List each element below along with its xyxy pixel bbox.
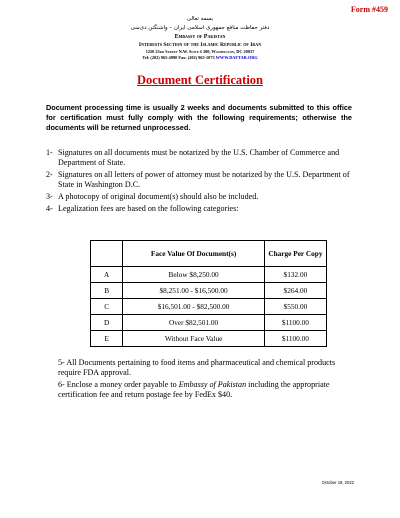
table-row	[91, 283, 327, 299]
cell-charge: $132.00	[264, 267, 326, 283]
cell-code: A	[91, 267, 123, 283]
cell-charge: $1100.00	[264, 331, 326, 347]
interests-section: Interests Section of the Islamic Republic of Iran	[138, 42, 262, 48]
list-item-number: 3-	[46, 192, 53, 201]
cell-face-value: $16,501.00 - $82,500.00	[123, 299, 264, 315]
form-number: Form #459	[350, 5, 388, 14]
table-row	[91, 331, 327, 347]
list-item	[46, 170, 356, 190]
table-row	[91, 267, 327, 283]
contact-line	[0, 55, 400, 61]
embassy-name: Embassy of Pakistan	[174, 34, 226, 40]
list-item-number: 2-	[46, 170, 53, 179]
list-item	[46, 204, 356, 214]
revision-date: October 19, 2022	[321, 480, 354, 485]
note-money-order	[58, 380, 358, 400]
cell-face-value: Over $82,501.00	[123, 315, 264, 331]
cell-code: C	[91, 299, 123, 315]
list-item-text: A photocopy of original document(s) should also be included.	[58, 192, 259, 201]
cell-face-value: $8,251.00 - $16,500.00	[123, 283, 264, 299]
cell-face-value: Without Face Value	[123, 331, 264, 347]
header-code	[91, 241, 123, 267]
intro-paragraph: Document processing time is usually 2 weeks and documents submitted to this office for certification must fully comply with the following requirements; otherwise the documents will be returned unprocessed.	[46, 103, 352, 132]
persian-office-name: دفتر حفاظت منافع جمهوری اسلامی ایران – واشنگتن دی‌سی	[130, 25, 270, 31]
list-item-text: Signatures on all documents must be notarized by the U.S. Chamber of Commerce and Department of State.	[58, 148, 340, 167]
header-charge: Charge Per Copy	[264, 241, 326, 267]
page-title-text: Document Certification	[136, 73, 263, 87]
cell-charge: $1100.00	[264, 315, 326, 331]
table-row	[91, 299, 327, 315]
header-face-value: Face Value Of Document(s)	[123, 241, 264, 267]
list-item-text: Signatures on all letters of power of attorney must be notarized by the U.S. Department of State in Washington D.C.	[58, 170, 350, 189]
note-money-order-end: including the appropriate certification fee and return postage fee by FedEx $40.	[58, 380, 330, 399]
list-item	[46, 148, 356, 168]
table-row	[91, 315, 327, 331]
cell-charge: $550.00	[264, 299, 326, 315]
list-item	[46, 192, 356, 202]
list-item-number: 4-	[46, 204, 53, 213]
table-header-row	[91, 241, 327, 267]
address: 1250 23rd Street N.W. Suite # 200, Washington, DC 20037	[145, 49, 255, 54]
cell-code: D	[91, 315, 123, 331]
payee-name: Embassy of Pakistan	[178, 380, 247, 389]
cell-code: E	[91, 331, 123, 347]
list-item-number: 1-	[46, 148, 53, 157]
page-title	[0, 73, 400, 88]
note-fda: 5- All Documents pertaining to food items and pharmaceutical and chemical products require FDA approval.	[58, 358, 336, 377]
fee-table	[90, 240, 327, 347]
cell-face-value: Below $8,250.00	[123, 267, 264, 283]
requirements-list	[46, 148, 356, 216]
cell-code: B	[91, 283, 123, 299]
website-link[interactable]: WWW.DAFTAR.ORG	[215, 55, 258, 60]
persian-invocation: بسمه تعالی	[186, 16, 214, 22]
list-item-text: Legalization fees are based on the following categories:	[58, 204, 239, 213]
cell-charge: $264.00	[264, 283, 326, 299]
tel-fax: Tel: (202) 965-4990 Fax: (202) 965-1073	[142, 55, 215, 60]
letterhead	[0, 14, 400, 61]
additional-notes	[58, 358, 358, 402]
note-money-order-start: 6- Enclose a money order payable to	[58, 380, 179, 389]
